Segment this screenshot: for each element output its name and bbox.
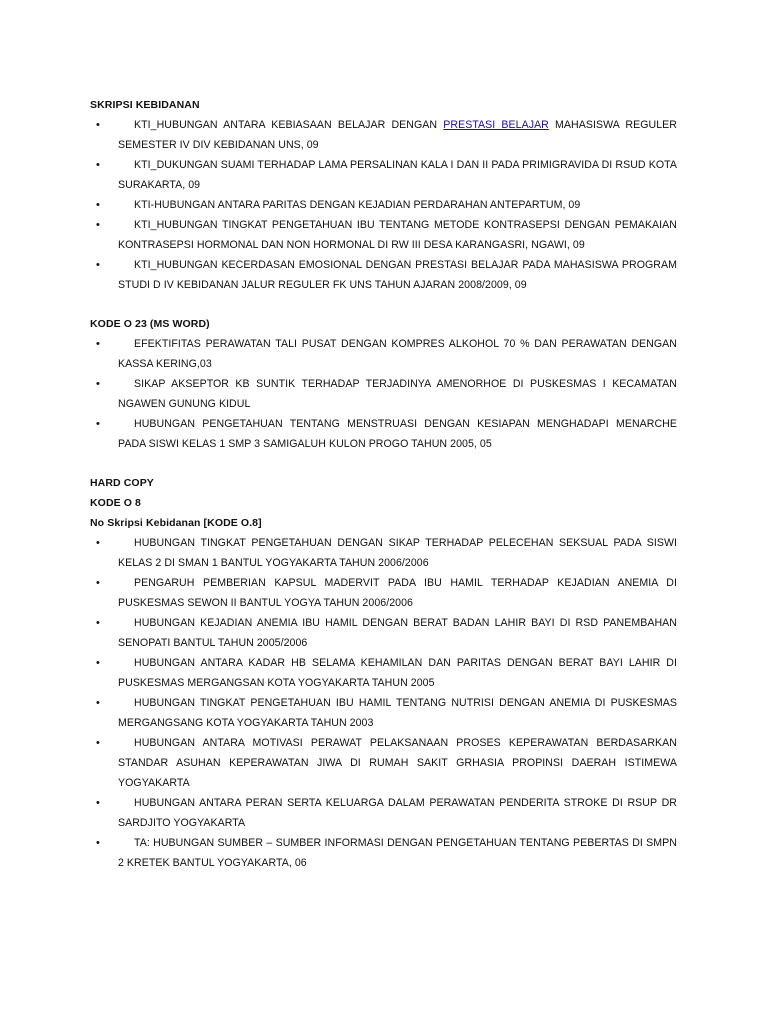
bullet-icon: •: [96, 219, 100, 231]
item-text: KTI_HUBUNGAN KECERDASAN EMOSIONAL DENGAN PRESTASI BELAJAR PADA MAHASISWA PROGRAM STUDI D IV KEBIDANAN JALUR REGULER FK UNS TAHUN AJARAN 2008/2009, 09: [118, 259, 677, 291]
section-2: [90, 314, 677, 454]
document-content: [90, 95, 677, 873]
section-heading: HARD COPY: [90, 477, 154, 489]
item-text: HUBUNGAN ANTARA MOTIVASI PERAWAT PELAKSANAAN PROSES KEPERAWATAN BERDASARKAN STANDAR ASUHAN KEPERAWATAN JIWA DI RUMAH SAKIT GRHASIA PROPINSI DAERAH ISTIMEWA YOGYAKARTA: [118, 737, 677, 789]
item-text: KTI_HUBUNGAN ANTARA KEBIASAAN BELAJAR DENGAN: [134, 119, 444, 131]
list-item: [90, 115, 677, 155]
item-text: KTI-HUBUNGAN ANTARA PARITAS DENGAN KEJADIAN PERDARAHAN ANTEPARTUM, 09: [134, 199, 581, 211]
item-text: MAHASISWA REGULER SEMESTER IV DIV KEBIDANAN UNS, 09: [118, 119, 677, 151]
bullet-icon: •: [96, 737, 100, 749]
item-text: HUBUNGAN ANTARA PERAN SERTA KELUARGA DALAM PERAWATAN PENDERITA STROKE DI RSUP DR SARDJITO YOGYAKARTA: [118, 797, 677, 829]
bullet-icon: •: [96, 338, 100, 350]
list-item: [90, 793, 677, 833]
list-item: [90, 573, 677, 613]
section-heading: KODE O 8: [90, 497, 141, 509]
list-item: [90, 195, 677, 215]
bullet-icon: •: [96, 537, 100, 549]
list-item: [90, 613, 677, 653]
bullet-icon: •: [96, 119, 100, 131]
bullet-icon: •: [96, 617, 100, 629]
item-text: HUBUNGAN TINGKAT PENGETAHUAN DENGAN SIKAP TERHADAP PELECEHAN SEKSUAL PADA SISWI KELAS 2 DI SMAN 1 BANTUL YOGYAKARTA TAHUN 2006/2006: [118, 537, 677, 569]
item-text: EFEKTIFITAS PERAWATAN TALI PUSAT DENGAN KOMPRES ALKOHOL 70 % DAN PERAWATAN DENGAN KASSA KERING,03: [118, 338, 677, 370]
bullet-icon: •: [96, 199, 100, 211]
bullet-icon: •: [96, 577, 100, 589]
prestasi-belajar-link[interactable]: PRESTASI BELAJAR: [443, 119, 549, 131]
list-item: [90, 215, 677, 255]
title-list: [90, 533, 677, 873]
item-text: HUBUNGAN ANTARA KADAR HB SELAMA KEHAMILAN DAN PARITAS DENGAN BERAT BAYI LAHIR DI PUSKESMAS MERGANGSAN KOTA YOGYAKARTA TAHUN 2005: [118, 657, 677, 689]
bullet-icon: •: [96, 697, 100, 709]
title-list: [90, 334, 677, 454]
section-heading: No Skripsi Kebidanan [KODE O.8]: [90, 517, 262, 529]
list-item: [90, 155, 677, 195]
bullet-icon: •: [96, 797, 100, 809]
item-text: HUBUNGAN KEJADIAN ANEMIA IBU HAMIL DENGAN BERAT BADAN LAHIR BAYI DI RSD PANEMBAHAN SENOPATI BANTUL TAHUN 2005/2006: [118, 617, 677, 649]
list-item: [90, 255, 677, 295]
item-text: PENGARUH PEMBERIAN KAPSUL MADERVIT PADA IBU HAMIL TERHADAP KEJADIAN ANEMIA DI PUSKESMAS SEWON II BANTUL YOGYA TAHUN 2006/2006: [118, 577, 677, 609]
section-3: [90, 473, 677, 873]
bullet-icon: •: [96, 378, 100, 390]
bullet-icon: •: [96, 259, 100, 271]
list-item: [90, 693, 677, 733]
list-item: [90, 653, 677, 693]
section-heading: KODE O 23 (MS WORD): [90, 318, 210, 330]
list-item: [90, 533, 677, 573]
list-item: [90, 833, 677, 873]
list-item: [90, 334, 677, 374]
item-text: HUBUNGAN TINGKAT PENGETAHUAN IBU HAMIL TENTANG NUTRISI DENGAN ANEMIA DI PUSKESMAS MERGANGSANG KOTA YOGYAKARTA TAHUN 2003: [118, 697, 677, 729]
section-heading: SKRIPSI KEBIDANAN: [90, 99, 200, 111]
title-list: [90, 115, 677, 295]
bullet-icon: •: [96, 657, 100, 669]
item-text: HUBUNGAN PENGETAHUAN TENTANG MENSTRUASI DENGAN KESIAPAN MENGHADAPI MENARCHE PADA SISWI KELAS 1 SMP 3 SAMIGALUH KULON PROGO TAHUN 2005, 05: [118, 418, 677, 450]
list-item: [90, 374, 677, 414]
bullet-icon: •: [96, 159, 100, 171]
bullet-icon: •: [96, 418, 100, 430]
bullet-icon: •: [96, 837, 100, 849]
section-1: [90, 95, 677, 295]
item-text: TA: HUBUNGAN SUMBER – SUMBER INFORMASI DENGAN PENGETAHUAN TENTANG PEBERTAS DI SMPN 2 KRETEK BANTUL YOGYAKARTA, 06: [118, 837, 677, 869]
list-item: [90, 414, 677, 454]
list-item: [90, 733, 677, 793]
item-text: KTI_DUKUNGAN SUAMI TERHADAP LAMA PERSALINAN KALA I DAN II PADA PRIMIGRAVIDA DI RSUD KOTA SURAKARTA, 09: [118, 159, 677, 191]
item-text: SIKAP AKSEPTOR KB SUNTIK TERHADAP TERJADINYA AMENORHOE DI PUSKESMAS I KECAMATAN NGAWEN GUNUNG KIDUL: [118, 378, 677, 410]
item-text: KTI_HUBUNGAN TINGKAT PENGETAHUAN IBU TENTANG METODE KONTRASEPSI DENGAN PEMAKAIAN KONTRASEPSI HORMONAL DAN NON HORMONAL DI RW III DESA KARANGASRI, NGAWI, 09: [118, 219, 677, 251]
